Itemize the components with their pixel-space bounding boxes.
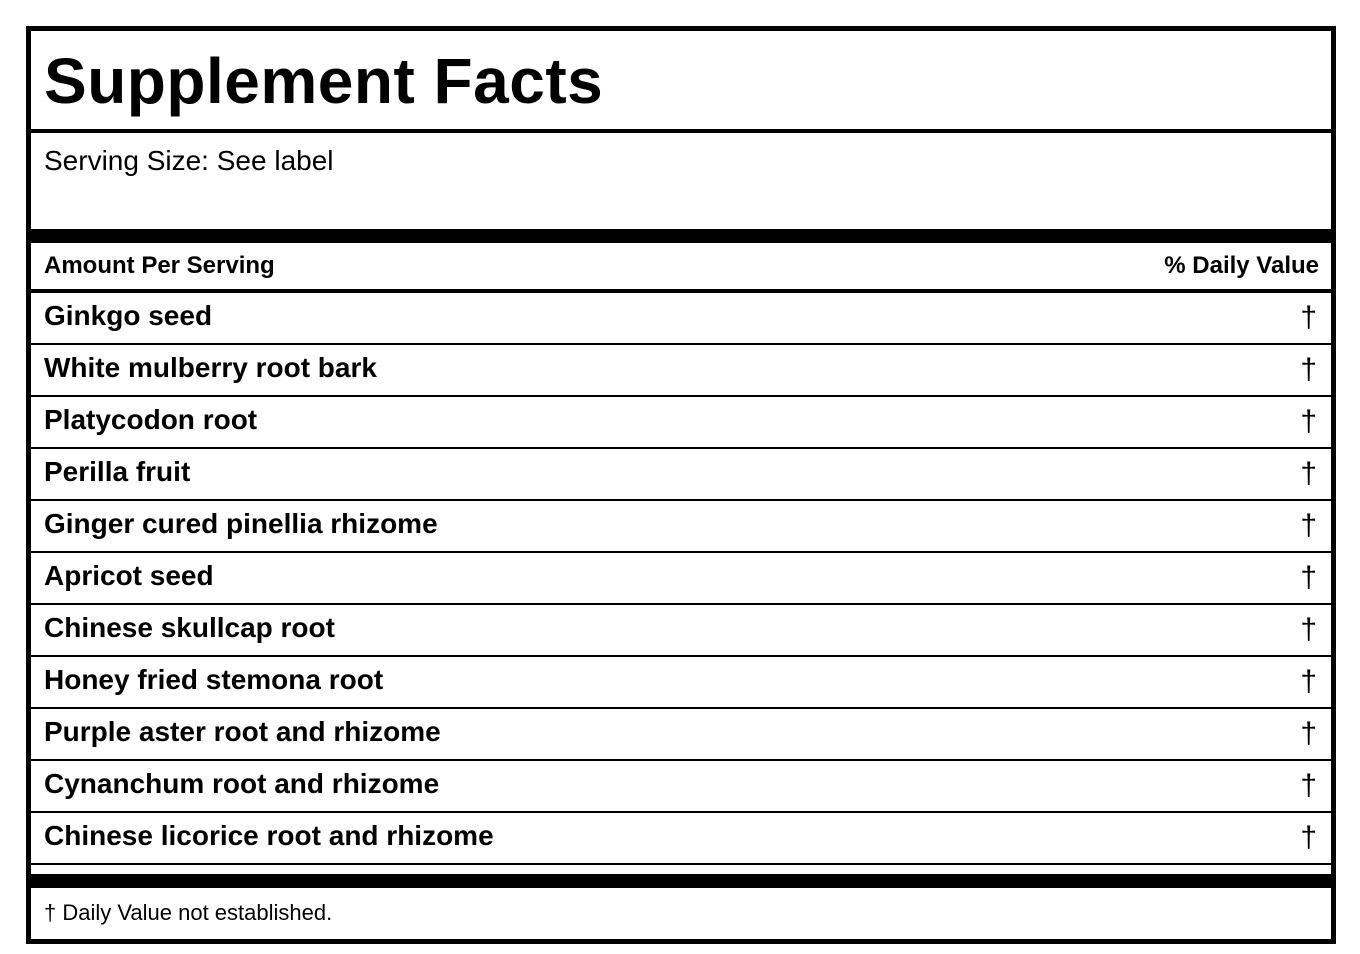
daily-value-mark: † <box>1300 769 1317 802</box>
daily-value-header: % Daily Value <box>1164 252 1319 279</box>
daily-value-mark: † <box>1300 821 1317 854</box>
daily-value-mark: † <box>1300 405 1317 438</box>
supplement-facts-panel <box>26 26 1336 944</box>
daily-value-mark: † <box>1300 509 1317 542</box>
ingredient-name: Ginger cured pinellia rhizome <box>44 508 438 539</box>
thick-divider-bottom <box>31 874 1331 888</box>
ingredient-name: Chinese skullcap root <box>44 612 335 643</box>
daily-value-mark: † <box>1300 717 1317 750</box>
ingredient-row <box>31 657 1331 709</box>
ingredient-name: Ginkgo seed <box>44 300 213 331</box>
ingredient-name: Platycodon root <box>44 404 258 435</box>
ingredient-row <box>31 501 1331 553</box>
footnote-text: † Daily Value not established. <box>44 900 333 925</box>
ingredient-row <box>31 345 1331 397</box>
ingredient-row <box>31 553 1331 605</box>
daily-value-mark: † <box>1300 353 1317 386</box>
daily-value-mark: † <box>1300 613 1317 646</box>
column-header-row <box>31 243 1331 293</box>
footnote-section <box>31 888 1331 939</box>
daily-value-mark: † <box>1300 301 1317 334</box>
ingredient-list <box>31 293 1331 865</box>
ingredient-row <box>31 605 1331 657</box>
daily-value-mark: † <box>1300 665 1317 698</box>
serving-section <box>31 133 1331 229</box>
ingredient-name: White mulberry root bark <box>44 352 377 383</box>
ingredient-row <box>31 761 1331 813</box>
ingredient-name: Purple aster root and rhizome <box>44 716 441 747</box>
thick-divider-top <box>31 229 1331 243</box>
ingredient-row <box>31 709 1331 761</box>
ingredient-name: Chinese licorice root and rhizome <box>44 820 494 851</box>
serving-size-text: Serving Size: See label <box>44 145 334 176</box>
ingredient-row <box>31 813 1331 865</box>
title-section <box>31 31 1331 133</box>
daily-value-mark: † <box>1300 457 1317 490</box>
ingredient-row <box>31 397 1331 449</box>
daily-value-mark: † <box>1300 561 1317 594</box>
ingredient-name: Apricot seed <box>44 560 214 591</box>
ingredient-row <box>31 449 1331 501</box>
ingredient-row <box>31 293 1331 345</box>
amount-per-serving-header: Amount Per Serving <box>44 252 275 279</box>
ingredient-name: Cynanchum root and rhizome <box>44 768 440 799</box>
page-title: Supplement Facts <box>44 45 604 117</box>
ingredient-name: Perilla fruit <box>44 456 191 487</box>
ingredient-name: Honey fried stemona root <box>44 664 384 695</box>
